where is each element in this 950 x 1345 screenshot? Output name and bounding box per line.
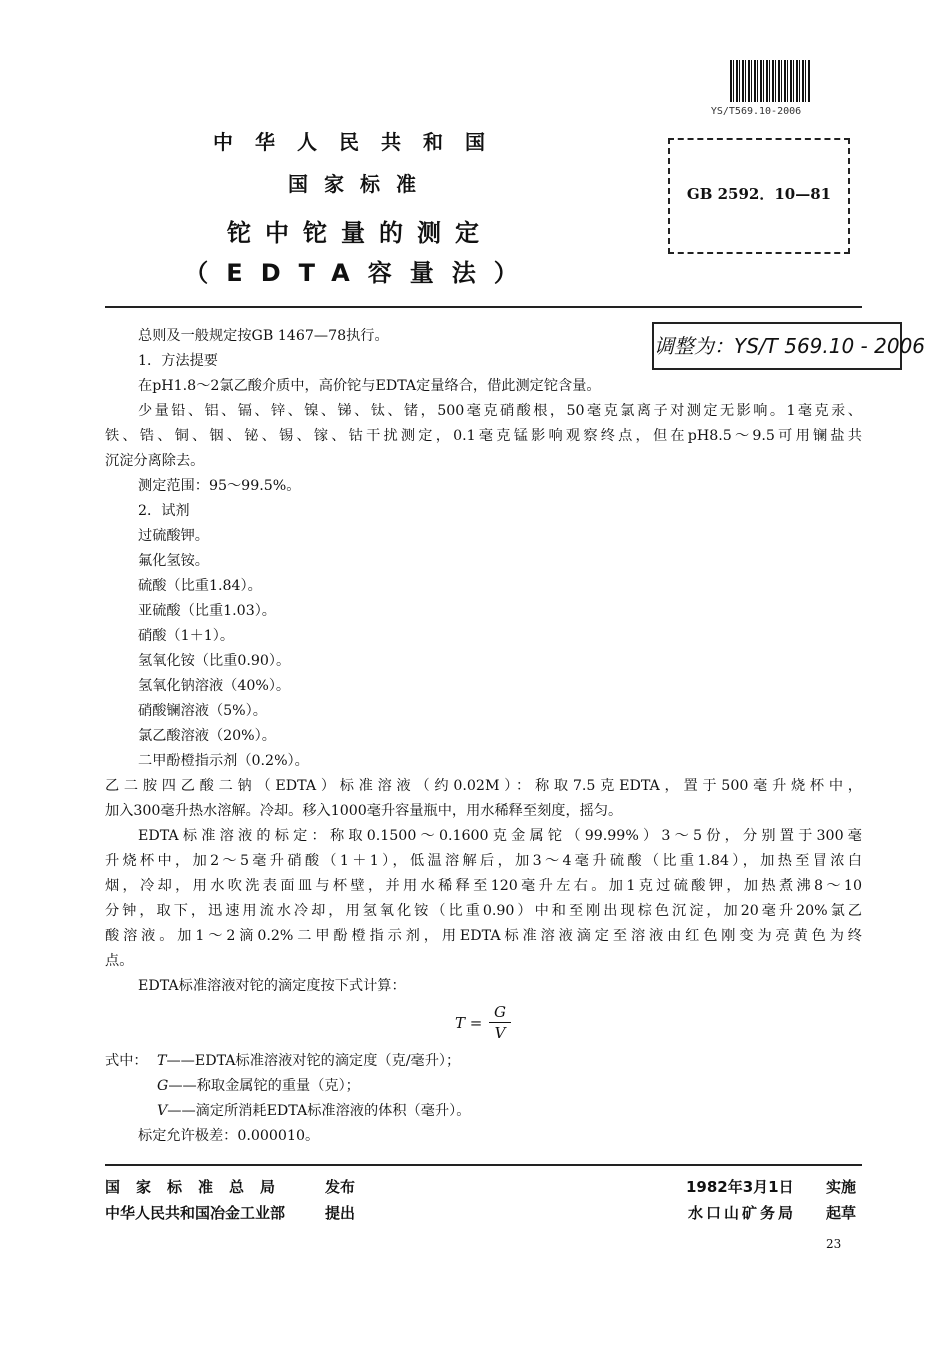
definition-row bbox=[157, 1051, 460, 1071]
definition-text: ——EDTA标准溶液对铊的滴定度（克/毫升）； bbox=[166, 1053, 461, 1069]
edta-solution-line-1: 乙二胺四乙酸二钠（EDTA）标准溶液（约0.02M）：称取7.5克EDTA，置于500毫升烧杯中， bbox=[105, 778, 862, 794]
issuer: 国家标准总局 bbox=[105, 1178, 292, 1196]
definition-symbol: G bbox=[157, 1078, 169, 1094]
where-label: 式中： bbox=[105, 1053, 148, 1069]
drafter-action: 起草 bbox=[826, 1204, 857, 1222]
calibration-line-6: 点。 bbox=[105, 953, 134, 969]
formula-numerator: G bbox=[494, 1003, 506, 1021]
standard-code: GB 2592．10—81 bbox=[686, 185, 832, 203]
definition-row bbox=[157, 1076, 360, 1096]
drafter: 水口山矿务局 bbox=[688, 1204, 797, 1222]
definition-row bbox=[157, 1101, 470, 1121]
implementation-action: 实施 bbox=[826, 1178, 857, 1196]
reagent-item: 氯乙酸溶液（20%）。 bbox=[138, 728, 276, 744]
reagent-item: 氢氧化铵（比重0.90）。 bbox=[138, 653, 291, 669]
definition-symbol: V bbox=[157, 1103, 168, 1119]
edta-solution-line-2: 加入300毫升热水溶解。冷却。移入1000毫升容量瓶中，用水稀释至刻度，摇匀。 bbox=[105, 803, 623, 819]
section-1-paragraph-2-line-3: 沉淀分离除去。 bbox=[105, 453, 205, 469]
measurement-range: 测定范围：95～99.5%。 bbox=[138, 478, 301, 494]
barcode-number: YS/T569.10-2006 bbox=[710, 106, 802, 117]
reagent-item: 硝酸镧溶液（5%）。 bbox=[138, 703, 267, 719]
calibration-line-5: 酸溶液。加1～2滴0.2%二甲酚橙指示剂，用EDTA标准溶液滴定至溶液由红色刚变为亮黄色为终 bbox=[105, 928, 862, 944]
fraction-bar bbox=[489, 1022, 511, 1023]
reagent-item: 硝酸（1＋1）。 bbox=[138, 628, 235, 644]
definition-text: ——称取金属铊的重量（克）； bbox=[168, 1078, 360, 1094]
definition-text: ——滴定所消耗EDTA标准溶液的体积（毫升）。 bbox=[167, 1103, 471, 1119]
document-subtitle: （EDTA容量法） bbox=[184, 259, 536, 287]
header-divider bbox=[105, 306, 862, 308]
adjustment-stamp: 调整为：YS/T 569.10 - 2006 bbox=[652, 322, 902, 370]
barcode-icon bbox=[730, 60, 810, 102]
section-1-paragraph-2-line-1: 少量铅、铝、镉、锌、镍、锑、钛、锗，500毫克硝酸根，50毫克氯离子对测定无影响。1毫克汞、 bbox=[138, 403, 862, 419]
proposer: 中华人民共和国冶金工业部 bbox=[105, 1204, 286, 1222]
section-2-title: 2．试剂 bbox=[138, 503, 190, 519]
implementation-date: 1982年3月1日 bbox=[686, 1178, 794, 1196]
proposer-action: 提出 bbox=[325, 1204, 356, 1222]
formula-fraction bbox=[489, 1003, 511, 1042]
footer-divider bbox=[105, 1164, 862, 1166]
calibration-line-2: 升烧杯中，加2～5毫升硝酸（1＋1），低温溶解后，加3～4毫升硫酸（比重1.84），加热至冒浓白 bbox=[105, 853, 862, 869]
formula-lhs: T = bbox=[455, 1014, 483, 1032]
calibration-tolerance: 标定允许极差：0.000010。 bbox=[138, 1128, 320, 1144]
general-rule: 总则及一般规定按GB 1467—78执行。 bbox=[138, 328, 389, 344]
section-1-paragraph-1: 在pH1.8～2氯乙酸介质中，高价铊与EDTA定量络合，借此测定铊含量。 bbox=[138, 378, 601, 394]
formula-denominator: V bbox=[494, 1024, 506, 1042]
page-number: 23 bbox=[826, 1237, 842, 1251]
calibration-line-4: 分钟，取下，迅速用流水冷却，用氢氧化铵（比重0.90）中和至刚出现棕色沉淀，加20毫升20%氯乙 bbox=[105, 903, 862, 919]
reagent-item: 二甲酚橙指示剂（0.2%）。 bbox=[138, 753, 309, 769]
national-standard-label: 国家标准 bbox=[288, 172, 432, 196]
calibration-line-3: 烟，冷却，用水吹洗表面皿与杯壁，并用水稀释至120毫升左右。加1克过硫酸钾，加热煮沸8～10 bbox=[105, 878, 862, 894]
reagent-item: 过硫酸钾。 bbox=[138, 528, 209, 544]
reagent-item: 氟化氢铵。 bbox=[138, 553, 209, 569]
section-1-title: 1．方法提要 bbox=[138, 353, 218, 369]
reagent-item: 硫酸（比重1.84）。 bbox=[138, 578, 262, 594]
calculation-intro: EDTA标准溶液对铊的滴定度按下式计算： bbox=[138, 978, 406, 994]
definition-symbol: T bbox=[157, 1053, 167, 1069]
titer-formula bbox=[455, 1003, 525, 1043]
issuer-action: 发布 bbox=[325, 1178, 356, 1196]
section-1-paragraph-2-line-2: 铁、锆、铜、铟、铋、锡、镓、钴干扰测定，0.1毫克锰影响观察终点，但在pH8.5～9.5可用镧盐共 bbox=[105, 428, 862, 444]
country-name: 中华人民共和国 bbox=[213, 130, 507, 154]
document-title: 铊中铊量的测定 bbox=[227, 219, 493, 247]
reagent-item: 氢氧化钠溶液（40%）。 bbox=[138, 678, 291, 694]
calibration-line-1: EDTA标准溶液的标定：称取0.1500～0.1600克金属铊（99.99%）3～5份，分别置于300毫 bbox=[138, 828, 862, 844]
reagent-item: 亚硫酸（比重1.03）。 bbox=[138, 603, 276, 619]
